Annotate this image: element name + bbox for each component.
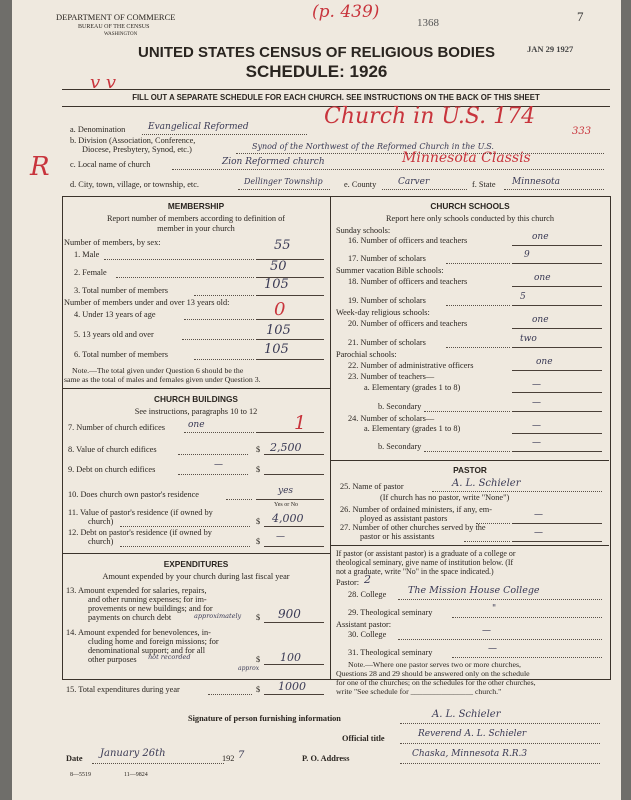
membership-note-2: same as the total of males and females given under Question 3.	[64, 375, 261, 384]
yes-no-caption: Yes or No	[274, 502, 299, 508]
q12-value: —	[276, 532, 285, 542]
q10-leader	[226, 499, 252, 500]
q3-value: 105	[264, 277, 289, 292]
local-name-value: Zion Reformed church	[222, 157, 325, 167]
q18-answer-line	[512, 286, 602, 287]
q15-value: 1000	[278, 680, 306, 693]
pastor-label: Pastor:	[336, 578, 360, 587]
q11-dollar: $	[256, 517, 261, 526]
q29-line	[452, 617, 602, 618]
separate-schedule-instruction: FILL OUT A SEPARATE SCHEDULE FOR EACH CHURCH. SEE INSTRUCTIONS ON THE BACK OF THIS SHEET	[132, 93, 540, 102]
q21-value: two	[520, 334, 537, 344]
q4-leader	[184, 319, 254, 320]
q22-answer-line	[512, 370, 602, 371]
q1-label: 1. Male	[74, 250, 100, 259]
q17-answer-line	[512, 263, 602, 264]
q11-answer-line	[264, 526, 324, 527]
q9-answer-line	[264, 474, 324, 475]
q9-value: —	[214, 460, 223, 470]
print-code: 11—9824	[124, 772, 148, 778]
county-value: Carver	[398, 177, 430, 187]
q6-value: 105	[264, 342, 289, 357]
q20-answer-line	[512, 328, 602, 329]
q12-answer-line	[264, 546, 324, 547]
q4-answer-line	[256, 319, 324, 320]
q19-leader	[446, 305, 510, 306]
q30-line	[398, 639, 602, 640]
q24b-answer-line	[512, 451, 602, 452]
membership-note-1: Note.—The total given under Question 6 should be the	[72, 366, 244, 375]
buildings-title: CHURCH BUILDINGS	[154, 394, 238, 404]
q5-leader	[182, 339, 254, 340]
county-line	[382, 189, 467, 190]
q22-label: 22. Number of administrative officers	[348, 361, 474, 370]
department-line: DEPARTMENT OF COMMERCE	[56, 12, 176, 22]
q4-label: 4. Under 13 years of age	[74, 310, 156, 319]
pastor-graduate-divider	[331, 545, 609, 546]
q1-answer-line	[256, 259, 324, 260]
division-label-1: b. Division (Association, Conference,	[70, 136, 196, 145]
po-address-label: P. O. Address	[302, 754, 350, 763]
state-line	[504, 189, 604, 190]
q23a-answer-line	[512, 392, 602, 393]
red-check-marks: v v	[90, 72, 117, 93]
summer-schools-label: Summer vacation Bible schools:	[336, 266, 444, 275]
pastor-note-4: write "See schedule for ________________ church."	[336, 687, 502, 696]
q11-value: 4,000	[272, 512, 304, 525]
q23b-leader	[424, 411, 510, 412]
q24b-value: —	[532, 438, 541, 448]
pastor-title: PASTOR	[453, 465, 487, 475]
pastor-note-2: Questions 28 and 29 should be answered only on the schedule	[336, 669, 530, 678]
q31-label: 31. Theological seminary	[348, 648, 433, 657]
division-value: Synod of the Northwest of the Reformed Church in the U.S.	[252, 142, 494, 151]
q8-label: 8. Value of church edifices	[68, 445, 157, 454]
q28-label: 28. College	[348, 590, 387, 599]
red-r-mark: R	[30, 152, 50, 182]
q30-value: —	[482, 626, 491, 636]
q24-label: 24. Number of scholars—	[348, 414, 435, 423]
q29-label: 29. Theological seminary	[348, 608, 433, 617]
schools-title: CHURCH SCHOOLS	[430, 201, 510, 211]
q27-answer-line	[512, 541, 602, 542]
q1-value: 55	[274, 238, 291, 253]
q31-line	[452, 657, 602, 658]
assistant-pastor-label: Assistant pastor:	[336, 620, 392, 629]
q17-label: 17. Number of scholars	[348, 254, 426, 263]
red-page-annotation: (p. 439)	[312, 2, 380, 22]
q11-label-2: church)	[88, 517, 114, 526]
signature-label: Signature of person furnishing information	[188, 714, 341, 723]
q12-label-2: church)	[88, 537, 114, 546]
city-line: WASHINGTON	[104, 32, 138, 37]
local-name-label: c. Local name of church	[70, 160, 151, 169]
weekday-schools-label: Week-day religious schools:	[336, 308, 430, 317]
denomination-value: Evangelical Reformed	[148, 122, 249, 132]
q8-leader	[178, 454, 248, 455]
column-divider	[330, 196, 331, 679]
q19-label: 19. Number of scholars	[348, 296, 426, 305]
q11-leader	[120, 526, 250, 527]
q3-label: 3. Total number of members	[74, 286, 168, 295]
q14-note-approx: approx	[238, 665, 260, 672]
red-church-annotation: Church in U.S. 174	[324, 104, 536, 129]
stamp-number: 1368	[417, 17, 439, 29]
official-title-label: Official title	[342, 734, 385, 743]
q9-dollar: $	[256, 465, 261, 474]
po-address-value: Chaska, Minnesota R.R.3	[412, 749, 528, 759]
q28-line	[398, 599, 602, 600]
q13-value: 900	[278, 607, 301, 621]
buildings-subtitle: See instructions, paragraphs 10 to 12	[134, 407, 258, 416]
q21-leader	[446, 347, 510, 348]
q18-value: one	[534, 273, 551, 283]
membership-title: MEMBERSHIP	[167, 201, 225, 211]
q7-leader	[184, 432, 254, 433]
pastor-note-3: for one of the churches; on the schedules for the other churches,	[336, 678, 536, 687]
date-value: January 26th	[100, 748, 166, 759]
q27-line-2: pastor or his assistants	[360, 532, 435, 541]
corner-mark: 7	[577, 9, 584, 24]
q9-leader	[178, 474, 248, 475]
denomination-line	[142, 134, 307, 135]
q14-line-1: 14. Amount expended for benevolences, in-	[66, 628, 211, 637]
q23b-answer-line	[512, 411, 602, 412]
q13-line-4: payments on church debt	[88, 613, 172, 622]
city-label: d. City, town, village, or township, etc.	[70, 180, 199, 189]
q23b-value: —	[532, 398, 541, 408]
q21-answer-line	[512, 347, 602, 348]
q7-value: one	[188, 420, 205, 430]
year-prefix: 192	[222, 754, 235, 763]
q25-value: A. L. Schieler	[452, 478, 521, 489]
q14-note: not recorded	[148, 653, 191, 661]
q6-answer-line	[256, 359, 324, 360]
q20-value: one	[532, 315, 549, 325]
q24a-answer-line	[512, 433, 602, 434]
pastor-mark: 2	[364, 573, 371, 586]
q13-line-2: and other running expenses; for im-	[88, 595, 207, 604]
q20-label: 20. Number of officers and teachers	[348, 319, 468, 328]
q24b-label: b. Secondary	[378, 442, 422, 451]
q23b-label: b. Secondary	[378, 402, 422, 411]
q15-leader	[208, 694, 252, 695]
schools-subtitle: Report here only schools conducted by this church	[386, 214, 554, 223]
q17-leader	[446, 263, 510, 264]
red-classis-annotation: Minnesota Classis	[402, 150, 531, 166]
q24a-value: —	[532, 421, 541, 431]
header-rule-top	[62, 89, 610, 90]
q6-label: 6. Total number of members	[74, 350, 168, 359]
q30-label: 30. College	[348, 630, 387, 639]
q11-label-1: 11. Value of pastor's residence (if owned by	[68, 508, 213, 517]
q14-line-3: denominational support; and for all	[88, 646, 206, 655]
q14-answer-line	[264, 664, 324, 665]
q29-value: "	[492, 604, 497, 614]
city-value: Dellinger Township	[244, 177, 323, 186]
q26-line-1: 26. Number of ordained ministers, if any, em-	[340, 505, 492, 514]
q16-answer-line	[512, 245, 602, 246]
q15-dollar: $	[256, 685, 261, 694]
signature-value: A. L. Schieler	[432, 709, 501, 720]
signature-line	[400, 723, 600, 724]
schedule-title: SCHEDULE: 1926	[245, 62, 388, 81]
q23a-value: —	[532, 380, 541, 390]
q23-label: 23. Number of teachers—	[348, 372, 435, 381]
q14-line-2: cluding home and foreign missions; for	[88, 637, 219, 646]
expenditures-subtitle: Amount expended by your church during last fiscal year	[102, 572, 290, 581]
red-number-annotation: 333	[572, 126, 592, 137]
q21-label: 21. Number of scholars	[348, 338, 426, 347]
q3-leader	[194, 295, 254, 296]
q13-dollar: $	[256, 613, 261, 622]
q2-leader	[116, 277, 254, 278]
q13-note: approximately	[194, 612, 242, 620]
q12-dollar: $	[256, 537, 261, 546]
q10-value: yes	[278, 486, 294, 496]
q3-answer-line	[256, 295, 324, 296]
q8-dollar: $	[256, 445, 261, 454]
membership-subtitle-2: member in your church	[157, 224, 235, 233]
q16-value: one	[532, 232, 549, 242]
under-over-label: Number of members under and over 13 years old:	[64, 298, 230, 307]
q15-label: 15. Total expenditures during year	[66, 685, 180, 694]
q9-label: 9. Debt on church edifices	[68, 465, 156, 474]
q16-label: 16. Number of officers and teachers	[348, 236, 468, 245]
official-title-value: Reverend A. L. Schieler	[418, 729, 527, 739]
q7-red-mark: 1	[294, 412, 307, 434]
q13-line-3: provements or new buildings; and for	[88, 604, 213, 613]
buildings-expenditures-divider	[62, 553, 330, 554]
q18-label: 18. Number of officers and teachers	[348, 277, 468, 286]
membership-subtitle-1: Report number of members according to definition of	[106, 214, 286, 223]
denomination-label: a. Denomination	[70, 125, 126, 134]
q13-line-1: 13. Amount expended for salaries, repairs,	[66, 586, 207, 595]
q12-label-1: 12. Debt on pastor's residence (if owned by	[68, 528, 212, 537]
form-title: UNITED STATES CENSUS OF RELIGIOUS BODIES	[138, 44, 495, 61]
q27-value: —	[534, 528, 543, 538]
state-value: Minnesota	[512, 177, 561, 187]
q25-label: 25. Name of pastor	[340, 482, 404, 491]
q8-value: 2,500	[270, 441, 302, 454]
form-number: 8—5519	[70, 772, 91, 778]
date-line	[92, 763, 224, 764]
division-label-2: Diocese, Presbytery, Synod, etc.)	[82, 145, 192, 154]
q2-label: 2. Female	[74, 268, 107, 277]
graduate-instruction-1: If pastor (or assistant pastor) is a graduate of a college or	[336, 549, 516, 558]
q27-line-1: 27. Number of other churches served by the	[340, 523, 486, 532]
q28-value: The Mission House College	[408, 585, 540, 596]
q8-answer-line	[264, 454, 324, 455]
date-label: Date	[66, 754, 83, 763]
q22-value: one	[536, 357, 553, 367]
q14-line-4: other purposes	[88, 655, 137, 664]
q17-value: 9	[524, 250, 530, 260]
year-suffix: 7	[238, 750, 245, 761]
members-by-sex-label: Number of members, by sex:	[64, 238, 161, 247]
q7-answer-line	[256, 432, 324, 433]
bureau-line: BUREAU OF THE CENSUS	[78, 24, 150, 30]
q23a-label: a. Elementary (grades 1 to 8)	[364, 383, 461, 392]
official-title-line	[400, 743, 600, 744]
q5-value: 105	[266, 323, 291, 338]
local-name-line	[172, 169, 604, 170]
schools-pastor-divider	[331, 460, 609, 461]
po-address-line	[400, 763, 600, 764]
pastor-note-1: Note.—Where one pastor serves two or more churches,	[348, 660, 521, 669]
q13-answer-line	[264, 622, 324, 623]
received-date-stamp: JAN 29 1927	[527, 44, 574, 54]
q2-value: 50	[270, 259, 287, 274]
q26-value: —	[534, 510, 543, 520]
q14-value: 100	[280, 651, 301, 664]
q5-label: 5. 13 years old and over	[74, 330, 154, 339]
expenditures-title: EXPENDITURES	[163, 559, 229, 569]
q7-label: 7. Number of church edifices	[68, 423, 165, 432]
membership-buildings-divider	[62, 388, 330, 389]
q24b-leader	[424, 451, 510, 452]
parochial-schools-label: Parochial schools:	[336, 350, 397, 359]
q5-answer-line	[256, 339, 324, 340]
q1-leader	[104, 259, 254, 260]
q6-leader	[194, 359, 254, 360]
q25-line	[432, 491, 602, 492]
q31-value: —	[488, 644, 497, 654]
q15-answer-line	[264, 694, 324, 695]
census-schedule-page	[12, 0, 621, 800]
q25-note: (If church has no pastor, write "None")	[380, 493, 510, 502]
q27-leader	[464, 541, 510, 542]
q26-line-2: ployed as assistant pastors	[360, 514, 448, 523]
q4-value: 0	[274, 299, 286, 320]
state-label: f. State	[472, 180, 496, 189]
q19-value: 5	[520, 292, 526, 302]
graduate-instruction-3: not a graduate, write "No" in the space indicated.)	[336, 567, 494, 576]
city-line	[238, 189, 330, 190]
q24a-label: a. Elementary (grades 1 to 8)	[364, 424, 461, 433]
graduate-instruction-2: theological seminary, give name of institution below. (If	[336, 558, 514, 567]
q19-answer-line	[512, 305, 602, 306]
q26-answer-line	[512, 523, 602, 524]
county-label: e. County	[344, 180, 377, 189]
q12-leader	[120, 546, 250, 547]
q14-dollar: $	[256, 655, 261, 664]
sunday-schools-label: Sunday schools:	[336, 226, 391, 235]
q10-label: 10. Does church own pastor's residence	[68, 490, 199, 499]
